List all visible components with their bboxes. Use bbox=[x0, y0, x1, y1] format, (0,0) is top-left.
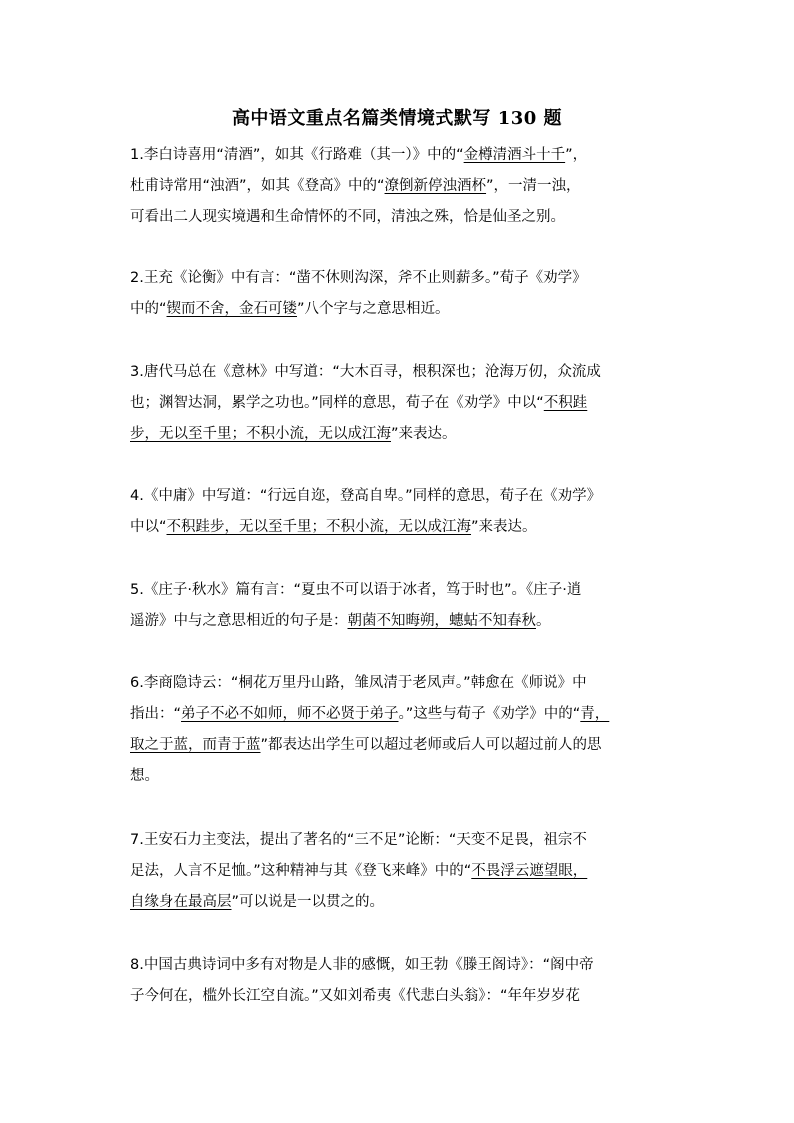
question-2 bbox=[130, 263, 670, 325]
question-text: ”可以说是一以贯之的。 bbox=[231, 894, 385, 910]
text-line bbox=[130, 481, 670, 512]
text-line bbox=[130, 730, 670, 761]
text-line bbox=[130, 606, 670, 637]
question-text: 。 bbox=[536, 613, 551, 629]
question-text: ”来表达。 bbox=[471, 519, 537, 535]
question-5 bbox=[130, 575, 670, 637]
question-text: 5.《庄子·秋水》篇有言：“夏虫不可以语于冰者，笃于时也”。《庄子·逍 bbox=[130, 582, 582, 598]
question-text: 指出：“ bbox=[130, 706, 182, 722]
question-text: ”， bbox=[565, 147, 588, 163]
question-text: ”八个字与之意思相近。 bbox=[297, 301, 450, 317]
text-line bbox=[130, 699, 670, 730]
answer-underlined: 步，无以至千里；不积小流，无以成江海 bbox=[130, 426, 391, 442]
question-text: 6.李商隐诗云：“桐花万里丹山路，雏凤清于老凤声。”韩愈在《师说》中 bbox=[130, 675, 587, 691]
question-text: 也；渊智达洞，累学之功也。”同样的意思，荀子在《劝学》中以“ bbox=[130, 395, 544, 411]
question-text: 3.唐代马总在《意林》中写道：“大木百寻，根积深也；沧海万仞，众流成 bbox=[130, 364, 601, 380]
text-line bbox=[130, 668, 670, 699]
text-line bbox=[130, 419, 670, 450]
text-line bbox=[130, 761, 670, 792]
text-line bbox=[130, 140, 670, 171]
text-line bbox=[130, 202, 670, 233]
answer-underlined: 青， bbox=[580, 706, 610, 722]
question-text: 8.中国古典诗词中多有对物是人非的感慨，如王勃《滕王阁诗》：“阁中帝 bbox=[130, 957, 594, 973]
text-line bbox=[130, 575, 670, 606]
document-title: 高中语文重点名篇类情境式默写 130 题 bbox=[231, 108, 563, 129]
question-text: 足法，人言不足恤。”这种精神与其《登飞来峰》中的“ bbox=[130, 863, 472, 879]
question-text: 可看出二人现实境遇和生命情怀的不同，清浊之殊，恰是仙圣之别。 bbox=[130, 209, 565, 225]
answer-underlined: 不积跬 bbox=[543, 395, 588, 411]
answer-underlined: 不积跬步，无以至千里；不积小流，无以成江海 bbox=[166, 519, 472, 535]
question-8 bbox=[130, 950, 670, 1012]
question-text: 子今何在，槛外长江空自流。”又如刘希夷《代悲白头翁》：“年年岁岁花 bbox=[130, 988, 581, 1004]
question-1 bbox=[130, 140, 670, 233]
question-7 bbox=[130, 825, 670, 918]
text-line bbox=[130, 357, 670, 388]
answer-underlined: 不畏浮云遮望眼， bbox=[471, 863, 588, 879]
text-line bbox=[130, 388, 670, 419]
answer-underlined: 潦倒新停浊酒杯 bbox=[384, 178, 487, 194]
text-line bbox=[130, 512, 670, 543]
question-text: 中的“ bbox=[130, 301, 167, 317]
question-text: ”，一清一浊， bbox=[486, 178, 581, 194]
question-text: 想。 bbox=[130, 768, 159, 784]
text-line bbox=[130, 887, 670, 918]
answer-underlined: 弟子不必不如师，师不必贤于弟子 bbox=[181, 706, 399, 722]
question-text: 遥游》中与之意思相近的句子是： bbox=[130, 613, 348, 629]
question-text: 1.李白诗喜用“清酒”，如其《行路难（其一）》中的“ bbox=[130, 147, 464, 163]
answer-underlined: 自缘身在最高层 bbox=[130, 894, 232, 910]
question-text: 4.《中庸》中写道：“行远自迩，登高自卑。”同样的意思，荀子在《劝学》 bbox=[130, 488, 602, 504]
question-text: 中以“ bbox=[130, 519, 167, 535]
answer-underlined: 朝菌不知晦朔，蟪蛄不知春秋 bbox=[347, 613, 536, 629]
question-text: 。”这些与荀子《劝学》中的“ bbox=[398, 706, 581, 722]
answer-underlined: 锲而不舍，金石可镂 bbox=[166, 301, 298, 317]
text-line bbox=[130, 294, 670, 325]
question-4 bbox=[130, 481, 670, 543]
question-3 bbox=[130, 357, 670, 450]
text-line bbox=[130, 856, 670, 887]
text-line bbox=[130, 171, 670, 202]
question-text: 2.王充《论衡》中有言：“凿不休则沟深，斧不止则薪多。”荀子《劝学》 bbox=[130, 270, 587, 286]
question-text: 7.王安石力主变法，提出了著名的“三不足”论断：“天变不足畏，祖宗不 bbox=[130, 832, 587, 848]
text-line bbox=[130, 263, 670, 294]
question-text: ”都表达出学生可以超过老师或后人可以超过前人的思 bbox=[260, 737, 602, 753]
text-line bbox=[130, 825, 670, 856]
question-6 bbox=[130, 668, 670, 792]
text-line bbox=[130, 981, 670, 1012]
text-line bbox=[130, 950, 670, 981]
question-text: ”来表达。 bbox=[391, 426, 457, 442]
question-text: 杜甫诗常用“浊酒”，如其《登高》中的“ bbox=[130, 178, 385, 194]
answer-underlined: 金樽清酒斗十千 bbox=[463, 147, 566, 163]
answer-underlined: 取之于蓝，而青于蓝 bbox=[130, 737, 261, 753]
